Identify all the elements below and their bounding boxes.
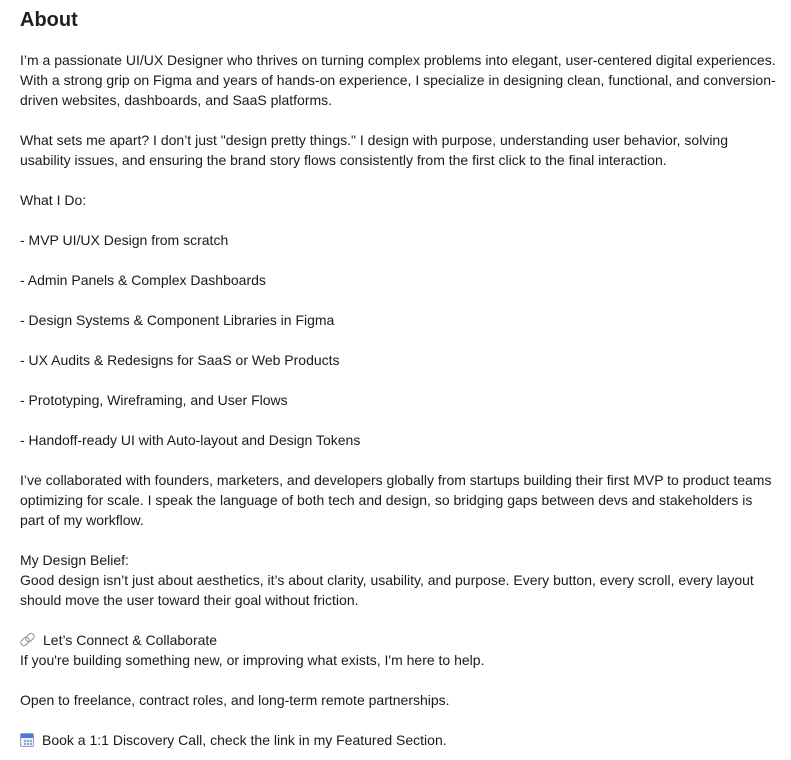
spacer bbox=[20, 290, 779, 310]
spacer bbox=[20, 210, 779, 230]
open-to-text: Open to freelance, contract roles, and long-term remote partnerships. bbox=[20, 692, 450, 708]
connect-text: If you're building something new, or improving what exists, I'm here to help. bbox=[20, 652, 485, 668]
service-item: - MVP UI/UX Design from scratch bbox=[20, 232, 229, 248]
about-title: About bbox=[20, 9, 78, 31]
service-item: - Design Systems & Component Libraries in Figma bbox=[20, 312, 335, 328]
collaboration-paragraph: I’ve collaborated with founders, marketers, and developers globally from startups building their first MVP to product teams optimizing for scale. I speak the language of both tech and design, so bridging gaps between devs and stakeholders is part of my workflow. bbox=[20, 472, 772, 528]
spacer bbox=[20, 710, 779, 730]
apart-paragraph: What sets me apart? I don’t just "design pretty things." I design with purpose, understanding user behavior, solving usability issues, and ensuring the brand story flows consistently from the first click to the final interaction. bbox=[20, 132, 729, 168]
link-icon bbox=[20, 632, 35, 647]
spacer bbox=[20, 170, 779, 190]
what-i-do-heading: What I Do: bbox=[20, 192, 87, 208]
connect-heading-line bbox=[20, 630, 779, 650]
about-body bbox=[20, 50, 779, 750]
belief-heading: My Design Belief: bbox=[20, 552, 129, 568]
intro-paragraph: I’m a passionate UI/UX Designer who thrives on turning complex problems into elegant, user-centered digital experiences. With a strong grip on Figma and years of hands-on experience, I specialize in designing clean, functional, and conversion-driven websites, dashboards, and SaaS platforms. bbox=[20, 52, 776, 108]
spacer bbox=[20, 330, 779, 350]
spacer bbox=[20, 250, 779, 270]
spacer bbox=[20, 610, 779, 630]
service-item: - Admin Panels & Complex Dashboards bbox=[20, 272, 266, 288]
spacer bbox=[20, 370, 779, 390]
book-call-text: Book a 1:1 Discovery Call, check the link in my Featured Section. bbox=[42, 732, 447, 748]
service-item: - Prototyping, Wireframing, and User Flows bbox=[20, 392, 288, 408]
spacer bbox=[20, 670, 779, 690]
belief-paragraph: Good design isn’t just about aesthetics, it’s about clarity, usability, and purpose. Every button, every scroll, every layout should move the user toward their goal without friction. bbox=[20, 572, 754, 608]
service-item: - UX Audits & Redesigns for SaaS or Web Products bbox=[20, 352, 340, 368]
spacer bbox=[20, 450, 779, 470]
spacer bbox=[20, 110, 779, 130]
spacer bbox=[20, 530, 779, 550]
spacer bbox=[20, 410, 779, 430]
calendar-icon bbox=[20, 733, 34, 747]
service-item: - Handoff-ready UI with Auto-layout and Design Tokens bbox=[20, 432, 361, 448]
connect-heading: Let’s Connect & Collaborate bbox=[43, 632, 218, 648]
book-call-line bbox=[20, 730, 779, 750]
